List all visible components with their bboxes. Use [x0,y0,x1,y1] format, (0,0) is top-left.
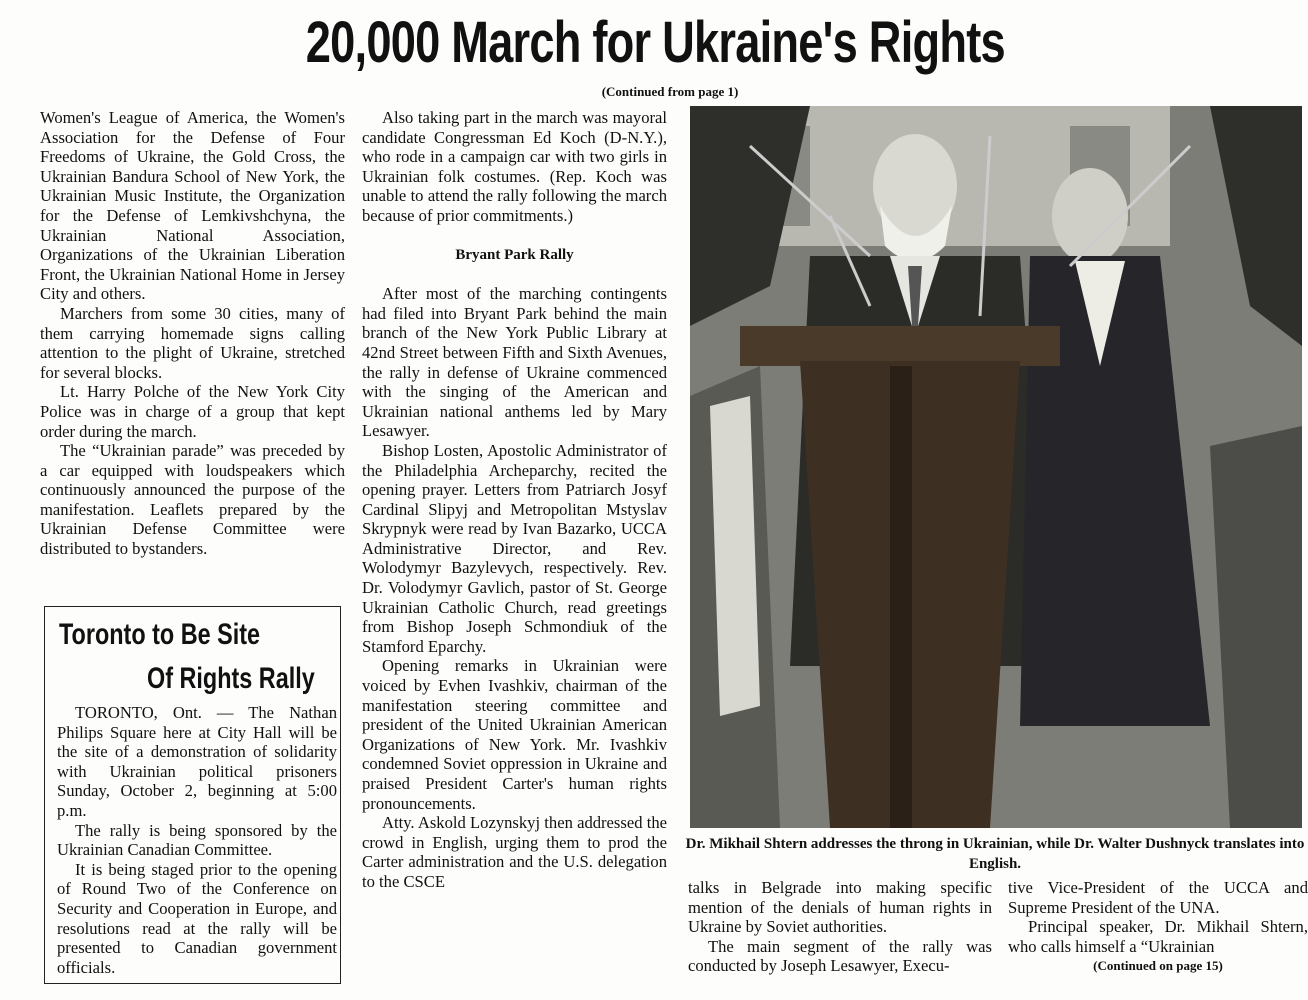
col3-paragraph: talks in Belgrade into making specific mention of the denials of human rights in Ukraine by Soviet authorities. [688,878,992,937]
continued-from-note: (Continued from page 1) [601,84,739,99]
sidebar-title-line2: Of Rights Rally [147,662,315,695]
sidebar-title-line1: Toronto to Be Site [59,618,261,651]
column-1 [40,108,345,559]
continued-on-note: (Continued on page 15) [1093,958,1223,974]
col2-paragraph: Opening remarks in Ukrainian were voiced by Evhen Ivashkiv, chairman of the manifestation steering committee and president of the United Ukrainian American Organizations of New York. Mr. Ivashkiv condemned Soviet oppression in Ukraine and praised President Carter's human rights pronouncements. [362,656,667,813]
col1-paragraph: Lt. Harry Polche of the New York City Police was in charge of a group that kept order during the march. [40,382,345,441]
sidebar-paragraph: It is being staged prior to the opening of Round Two of the Conference on Security and Cooperation in Europe, and resolutions read at the rally will be presented to Canadian government officials. [57,859,337,977]
column-4 [1008,878,1308,976]
sidebar-paragraph: TORONTO, Ont. — The Nathan Philips Square here at City Hall will be the site of a demonstration of solidarity with Ukrainian political prisoners Sunday, October 2, beginning at 5:00 p.m. [57,703,337,820]
photo-caption: Dr. Mikhail Shtern addresses the throng in Ukrainian, while Dr. Walter Dushnyck translates into English. [685,836,1305,872]
sidebar-body [57,703,337,977]
col2-paragraph: Bishop Losten, Apostolic Administrator of the Philadelphia Archeparchy, recited the opening prayer. Letters from Patriarch Josyf Cardinal Slipyj and Metropolitan Mstyslav Skrypnyk were read by Ivan Bazarko, UCCA Administrative Director, and Rev. Wolodymyr Bazylevych, respectively. Rev. Dr. Volodymyr Gavlich, pastor of St. George Ukrainian Catholic Church, read greetings from Bishop Joseph Schmondiuk of the Stamford Eparchy. [362,440,667,656]
col4-paragraph: Principal speaker, Dr. Mikhail Shtern, who calls himself a “Ukrainian [1008,917,1308,956]
rally-photo-illustration [690,106,1302,828]
rally-photo [690,106,1302,828]
sidebar-paragraph: The rally is being sponsored by the Ukrainian Canadian Committee. [57,820,337,860]
col1-paragraph: The “Ukrainian parade” was preceded by a car equipped with loudspeakers which continuously announced the purpose of the manifestation. Leaflets prepared by the Ukrainian Defense Committee were distributed to bystanders. [40,441,345,559]
col1-paragraph: Women's League of America, the Women's Association for the Defense of Four Freedoms of Ukraine, the Gold Cross, the Ukrainian Bandura School of New York, the Ukrainian Music Institute, the Organization for the Defense of Lemkivshchyna, the Ukrainian National Association, Organizations of the Ukrainian Liberation Front, the Ukrainian National Home in Jersey City and others. [40,108,345,304]
toronto-sidebar-box [44,606,341,984]
col4-paragraph: tive Vice-President of the UCCA and Supreme President of the UNA. [1008,878,1308,917]
col2-paragraph: Also taking part in the march was mayoral candidate Congressman Ed Koch (D-N.Y.), who rode in a campaign car with two girls in Ukrainian folk costumes. (Rep. Koch was unable to attend the rally following the march because of prior commitments.) [362,108,667,225]
col2-paragraph: After most of the marching contingents had filed into Bryant Park behind the main branch of the New York Public Library at 42nd Street between Fifth and Sixth Avenues, the rally in defense of Ukraine commenced with the singing of the American and Ukrainian national anthems led by Mary Lesawyer. [362,284,667,441]
subhead-bryant-park: Bryant Park Rally [455,246,574,263]
col2-paragraph: Atty. Askold Lozynskyj then addressed the crowd in English, urging them to prod the Carter administration and the U.S. delegation to the CSCE [362,813,667,891]
col3-paragraph: The main segment of the rally was conducted by Joseph Lesawyer, Execu- [688,936,992,976]
column-2 [362,108,667,892]
headline: 20,000 March for Ukraine's Rights [305,10,1005,75]
column-3 [688,878,992,976]
col1-paragraph: Marchers from some 30 cities, many of them carrying homemade signs calling attention to the plight of Ukraine, stretched for several blocks. [40,303,345,382]
